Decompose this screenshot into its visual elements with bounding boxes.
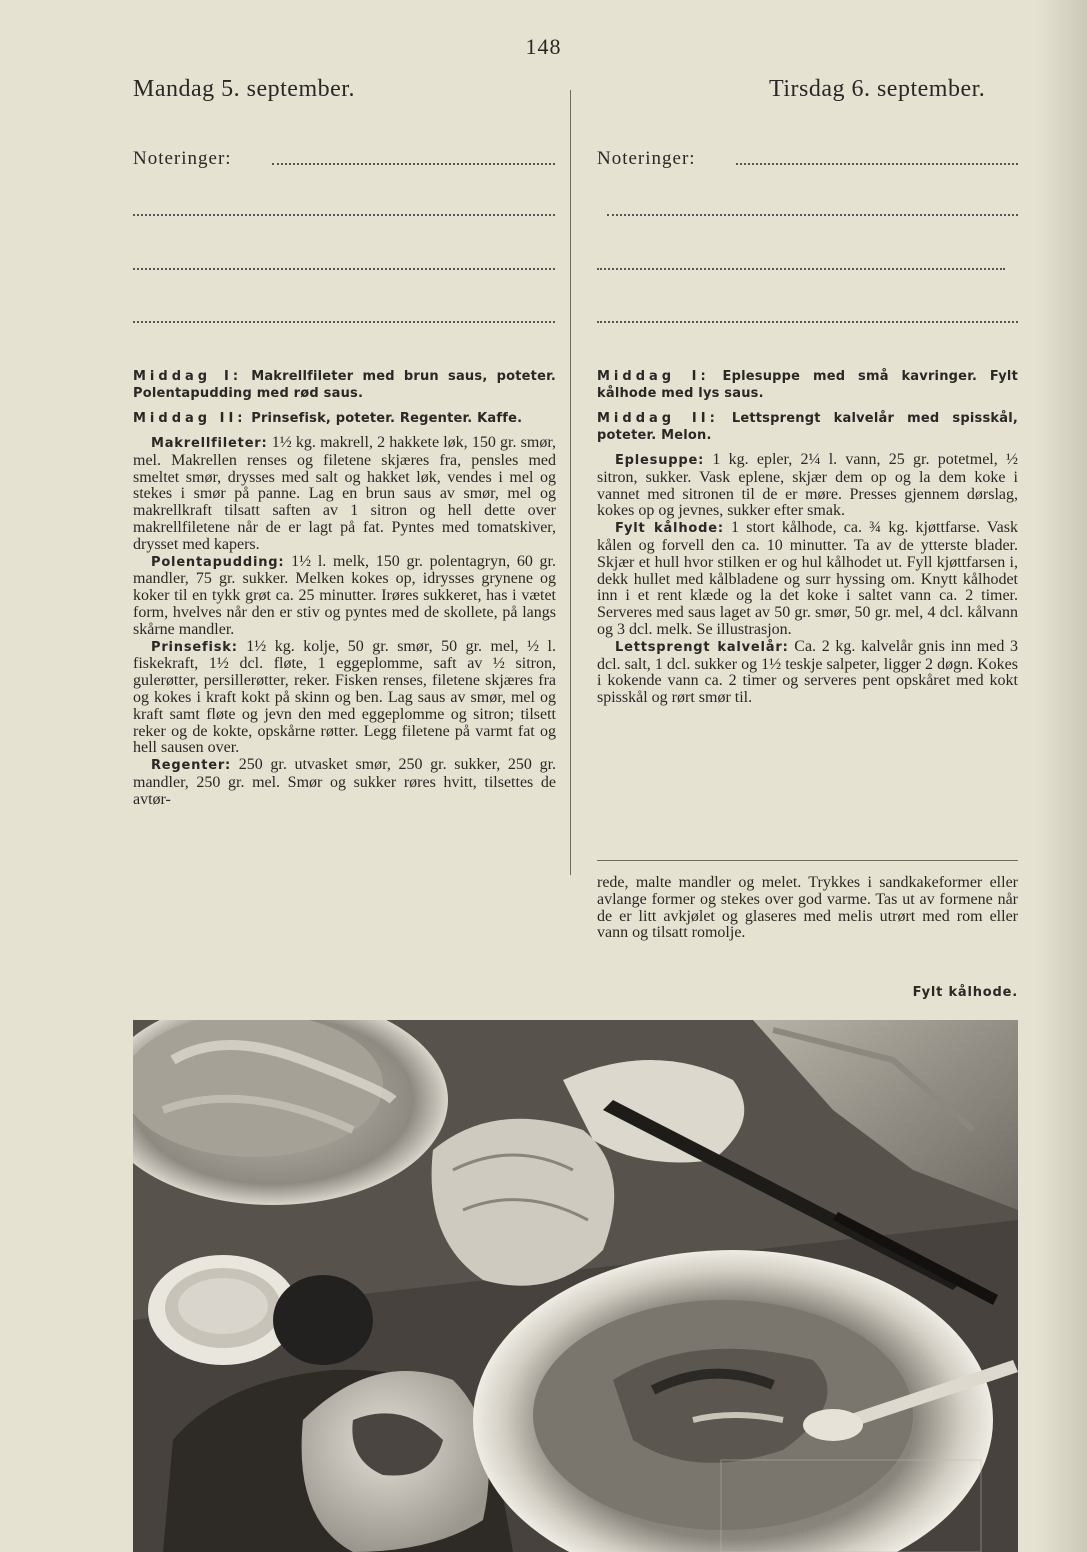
notes-line: [607, 214, 1018, 216]
recipe-text: 1 kg. epler, 2¼ l. vann, 25 gr. potetmel, ½ sitron, sukker. Vask eplene, skjær dem op og la dem koke i vannet med sitronen til de er møre. Presses gjennem dørslag, kokes op og jevnes, sukker efter smak.: [597, 451, 1019, 520]
section-rule: [597, 860, 1018, 861]
dinner-text: Makrellfileter med brun saus, poteter. Polentapudding med rød saus.: [133, 369, 556, 401]
recipe-title: Polentapudding:: [151, 554, 285, 570]
recipe-title: Eplesuppe:: [615, 453, 705, 468]
dinner-text: Eplesuppe med små kavringer. Fylt kålhode med lys saus.: [597, 369, 1018, 401]
recipe-eplesuppe: [597, 452, 1018, 520]
recipe-title: Regenter:: [151, 758, 232, 774]
dinner-text: Prinsefisk, poteter. Regenter. Kaffe.: [251, 411, 523, 426]
recipe-text: 1½ kg. makrell, 2 hakkete løk, 150 gr. smør, mel. Makrellen renses og filetene skjæres fra, pensles med smeltet smør, drysses med salt og hakket løk, vendes i mel og stekes i smør på panne. Lag en brun saus av smør, mel og makrellkraft tilsatt saften av 1 sitron og hell dette over makrellfiletene når de er lagt på fat. Pyntes med tomatskiver, drysset med kapers.: [133, 434, 557, 553]
right-continuation: [597, 875, 1018, 942]
dinner-text: Lettsprengt kalvelår med spisskål, poteter. Melon.: [597, 411, 1018, 443]
dinner-2-right: [597, 410, 1018, 444]
regenter-continuation: rede, malte mandler og melet. Trykkes i sandkakeformer eller avlange former og stekes over god varme. Tas ut av formene når de er litt avkjølet og glaseres med melis utrørt med rom eller vann og tilsatt romolje.: [597, 874, 1018, 942]
recipe-text: Ca. 2 kg. kalvelår gnis inn med 3 dcl. salt, 1 dcl. sukker og 1½ teskje salpeter, ligger 2 døgn. Kokes i kokende vann ca. 2 timer og serveres pent opskåret med kokt spisskål og rørt smør til.: [597, 637, 1019, 707]
recipe-title: Lettsprengt kalvelår:: [615, 639, 789, 655]
notes-line: [133, 268, 555, 270]
recipe-text: 1½ l. melk, 150 gr. polentagryn, 60 gr. mandler, 75 gr. sukker. Melken kokes op, idrysses grynene og koker til en tykk grøt ca. 25 minutter. Irøres sukkeret, has i vætet form, hvelves når den er stiv og pyntes med de skollete, på langs skårne mandler.: [133, 552, 556, 638]
recipe-text: 1 stort kålhode, ca. ¾ kg. kjøttfarse. Vask kålen og forvell den ca. 10 minutter. Ta av de ytterste blader. Skjær et hull hvor stilken er og hul kålhodet ut. Fyll kjøttfarsen i, dekk hullet med kålbladene og surr hyssing om. Knytt kålhodet inn i et rent klæde og la det koke i saltet vann ca. 2 timer. Serveres med saus laget av 50 gr. smør, 50 gr. mel, 4 dcl. kålvann og 3 dcl. melk. Se illustrasjon.: [597, 519, 1018, 638]
photo-caption: Fylt kålhode.: [912, 985, 1018, 1000]
recipe-fylt-kalhode: [597, 520, 1018, 639]
right-column: [597, 368, 1018, 707]
recipe-prinsefisk: [133, 639, 556, 758]
notes-label-right: Noteringer:: [597, 148, 696, 169]
photo-illustration: [133, 1020, 1018, 1552]
notes-line: [597, 321, 1018, 323]
day-heading-monday: Mandag 5. september.: [133, 76, 355, 102]
day-heading-tuesday: Tirsdag 6. september.: [769, 76, 986, 102]
recipe-makrellfileter: [133, 435, 556, 554]
notes-line: [272, 163, 555, 165]
recipe-text: 250 gr. utvasket smør, 250 gr. sukker, 250 gr. mandler, 250 gr. mel. Smør og sukker røres hvitt, tilsettes de avtør-: [133, 756, 557, 808]
dinner-label: Middag II:: [133, 411, 247, 426]
recipe-title: Fylt kålhode:: [615, 521, 724, 537]
dinner-label: Middag I:: [597, 369, 710, 384]
dinner-label: Middag I:: [133, 369, 243, 384]
recipe-text: 1½ kg. kolje, 50 gr. smør, 50 gr. mel, ½ l. fiskekraft, 1½ dcl. fløte, 1 eggeplomme, saft av ½ sitron, gulerøtter, persillerøtter, reker. Fisken renses, filetene skjæres fra og kokes i kraft kokt på skinn og ben. Lag saus av smør, mel og kraft samt fløte og jevn den med eggeplomme og sitron; tilsett reker og de kokte, opskårne røtter. Legg filetene på varmt fat og hell sausen over.: [133, 637, 556, 757]
recipe-title: Prinsefisk:: [151, 639, 238, 655]
notes-line: [133, 321, 555, 323]
recipe-lettsprengt-kalvelar: [597, 639, 1018, 707]
dinner-1-left: [133, 368, 556, 402]
notes-line: [736, 163, 1018, 165]
recipe-regenter: [133, 757, 556, 808]
recipe-polentapudding: [133, 554, 556, 639]
left-column: [133, 368, 556, 809]
page-number: 148: [525, 34, 562, 59]
dinner-label: Middag II:: [597, 411, 719, 426]
notes-label-left: Noteringer:: [133, 148, 232, 169]
photo-stuffed-cabbage: [133, 1020, 1018, 1552]
column-divider: [570, 90, 571, 875]
notes-line: [133, 214, 555, 216]
recipe-title: Makrellfileter:: [151, 436, 268, 451]
notes-line: [597, 268, 1005, 270]
page-shading: [1037, 0, 1087, 1552]
dinner-2-left: [133, 410, 556, 427]
dinner-1-right: [597, 368, 1018, 402]
